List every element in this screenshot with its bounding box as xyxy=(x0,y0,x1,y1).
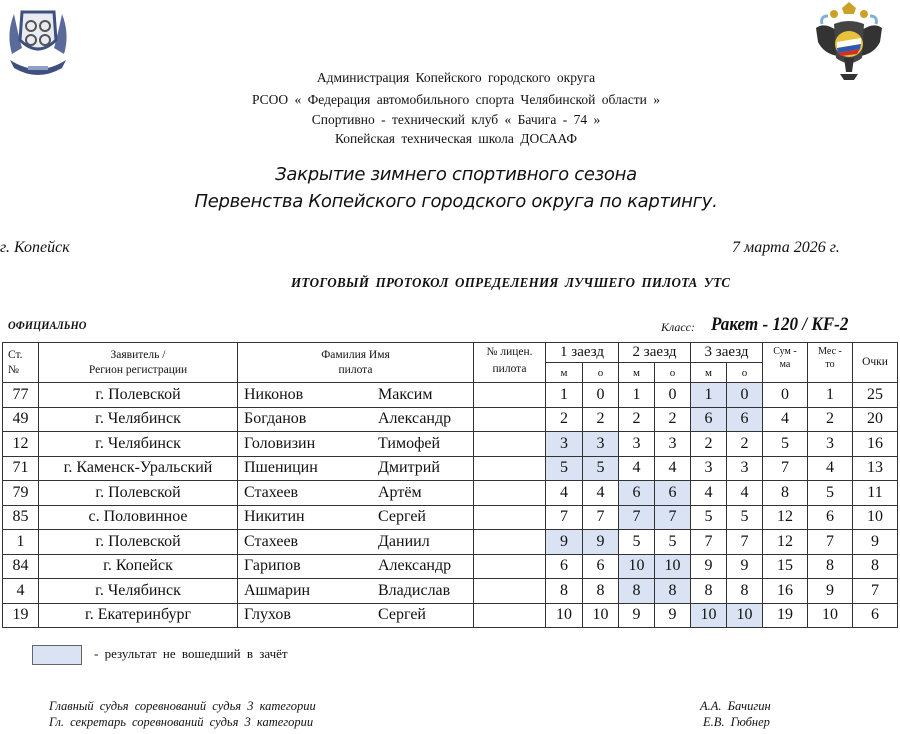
cell-license xyxy=(474,603,546,628)
header-heat3-o: о xyxy=(727,363,763,383)
header-heat-1: 1 заезд xyxy=(546,343,619,363)
cell-sum: 16 xyxy=(763,579,808,604)
cell-heat2-m: 10 xyxy=(619,554,655,579)
pilot-first-name: Максим xyxy=(378,385,433,403)
cell-heat3-m: 9 xyxy=(691,554,727,579)
cell-pilot-name xyxy=(238,603,474,628)
cell-heat2-m: 3 xyxy=(619,432,655,457)
table-row xyxy=(3,383,898,408)
cell-start-no: 79 xyxy=(3,481,39,506)
official-status: ОФИЦИАЛЬНО xyxy=(8,320,87,332)
header-place-line1: Мес - xyxy=(818,346,842,357)
header-points: Очки xyxy=(853,343,898,383)
cell-points: 20 xyxy=(853,407,898,432)
cell-region: г. Полевской xyxy=(39,383,238,408)
cell-heat2-o: 0 xyxy=(655,383,691,408)
org-line-federation: РСОО « Федерация автомобильного спорта Челябинской области » xyxy=(251,92,661,107)
cell-place: 2 xyxy=(808,407,853,432)
cell-sum: 19 xyxy=(763,603,808,628)
cell-heat2-o: 9 xyxy=(655,603,691,628)
cell-heat2-m: 7 xyxy=(619,505,655,530)
pilot-first-name: Даниил xyxy=(378,532,430,550)
cell-sum: 8 xyxy=(763,481,808,506)
signature-name-chief-judge: А.А. Бачигин xyxy=(700,699,771,713)
pilot-last-name: Гарипов xyxy=(244,557,301,575)
cell-region: г. Полевской xyxy=(39,530,238,555)
header-license-line1: № лицен. xyxy=(486,346,533,358)
cell-place: 8 xyxy=(808,554,853,579)
cell-heat1-o: 7 xyxy=(583,505,619,530)
header-place-line2: то xyxy=(825,359,835,370)
header-heat2-m: м xyxy=(619,363,655,383)
class-label: Класс: xyxy=(661,320,695,334)
pilot-last-name: Богданов xyxy=(244,410,307,428)
cell-license xyxy=(474,481,546,506)
cell-start-no: 71 xyxy=(3,456,39,481)
cell-heat2-m: 9 xyxy=(619,603,655,628)
pilot-first-name: Александр xyxy=(378,557,452,575)
cell-heat3-m: 8 xyxy=(691,579,727,604)
cell-start-no: 85 xyxy=(3,505,39,530)
cell-heat2-m: 1 xyxy=(619,383,655,408)
pilot-first-name: Сергей xyxy=(378,606,426,624)
cell-pilot-name xyxy=(238,481,474,506)
results-table xyxy=(2,342,898,628)
cell-heat1-o: 0 xyxy=(583,383,619,408)
cell-pilot-name xyxy=(238,456,474,481)
pilot-first-name: Тимофей xyxy=(378,434,441,452)
cell-heat2-o: 10 xyxy=(655,554,691,579)
cell-heat1-m: 8 xyxy=(546,579,583,604)
event-date: 7 марта 2026 г. xyxy=(732,239,840,256)
cell-region: г. Полевской xyxy=(39,481,238,506)
cell-heat3-o: 8 xyxy=(727,579,763,604)
org-line-club: Спортивно - технический клуб « Бачига - 74 » xyxy=(311,112,601,127)
cell-pilot-name xyxy=(238,554,474,579)
cell-heat3-m: 2 xyxy=(691,432,727,457)
header-heat2-o: о xyxy=(655,363,691,383)
header-heat-2: 2 заезд xyxy=(619,343,691,363)
cell-region: с. Половинное xyxy=(39,505,238,530)
table-row xyxy=(3,554,898,579)
cell-heat3-m: 10 xyxy=(691,603,727,628)
cell-heat1-o: 6 xyxy=(583,554,619,579)
cell-heat3-o: 2 xyxy=(727,432,763,457)
cell-start-no: 12 xyxy=(3,432,39,457)
cell-heat3-o: 3 xyxy=(727,456,763,481)
header-sum-line2: ма xyxy=(779,359,791,370)
cell-sum: 12 xyxy=(763,505,808,530)
cell-heat2-o: 6 xyxy=(655,481,691,506)
cell-pilot-name xyxy=(238,505,474,530)
cell-heat1-m: 5 xyxy=(546,456,583,481)
table-row xyxy=(3,432,898,457)
cell-points: 9 xyxy=(853,530,898,555)
cell-region: г. Челябинск xyxy=(39,579,238,604)
header-place xyxy=(808,343,853,383)
table-row xyxy=(3,407,898,432)
pilot-first-name: Александр xyxy=(378,410,452,428)
cell-place: 1 xyxy=(808,383,853,408)
cell-start-no: 77 xyxy=(3,383,39,408)
table-row xyxy=(3,579,898,604)
cell-heat2-m: 4 xyxy=(619,456,655,481)
cell-heat1-m: 2 xyxy=(546,407,583,432)
cell-region: г. Копейск xyxy=(39,554,238,579)
cell-points: 16 xyxy=(853,432,898,457)
cell-license xyxy=(474,383,546,408)
header-heat-3: 3 заезд xyxy=(691,343,763,363)
cell-pilot-name xyxy=(238,383,474,408)
cell-heat3-o: 7 xyxy=(727,530,763,555)
event-title-line-2: Первенства Копейского городского округа по картингу. xyxy=(194,191,718,212)
cell-place: 6 xyxy=(808,505,853,530)
cell-heat2-m: 2 xyxy=(619,407,655,432)
cell-points: 8 xyxy=(853,554,898,579)
signature-name-secretary: Е.В. Гюбнер xyxy=(703,715,770,729)
cell-region: г. Екатеринбург xyxy=(39,603,238,628)
cell-pilot-name xyxy=(238,530,474,555)
table-row xyxy=(3,481,898,506)
cell-points: 7 xyxy=(853,579,898,604)
pilot-last-name: Головизин xyxy=(244,434,316,452)
cell-heat1-o: 10 xyxy=(583,603,619,628)
header-heat3-m: м xyxy=(691,363,727,383)
cell-license xyxy=(474,579,546,604)
pilot-last-name: Пшеницин xyxy=(244,459,318,477)
cell-license xyxy=(474,432,546,457)
header-entrant xyxy=(39,343,238,383)
table-row xyxy=(3,456,898,481)
header-entrant-line1: Заявитель / xyxy=(110,348,166,361)
pilot-last-name: Никонов xyxy=(244,385,304,403)
cell-heat1-o: 2 xyxy=(583,407,619,432)
signature-role-secretary: Гл. секретарь соревнований судья 3 категории xyxy=(49,715,314,729)
cell-heat3-o: 6 xyxy=(727,407,763,432)
table-row xyxy=(3,505,898,530)
cell-heat3-m: 5 xyxy=(691,505,727,530)
header-heat1-o: о xyxy=(583,363,619,383)
cell-pilot-name xyxy=(238,432,474,457)
cell-start-no: 1 xyxy=(3,530,39,555)
cell-sum: 15 xyxy=(763,554,808,579)
cell-heat2-o: 7 xyxy=(655,505,691,530)
cell-pilot-name xyxy=(238,579,474,604)
cell-points: 10 xyxy=(853,505,898,530)
pilot-first-name: Сергей xyxy=(378,508,426,526)
cell-sum: 4 xyxy=(763,407,808,432)
cell-heat1-m: 1 xyxy=(546,383,583,408)
cell-points: 13 xyxy=(853,456,898,481)
header-sum xyxy=(763,343,808,383)
cell-heat1-m: 3 xyxy=(546,432,583,457)
header-sum-line1: Сум - xyxy=(773,346,797,357)
header-license xyxy=(474,343,546,383)
header-start-no-line1: Ст. xyxy=(8,348,23,361)
cell-heat1-m: 10 xyxy=(546,603,583,628)
org-line-administration: Администрация Копейского городского округа xyxy=(316,70,596,85)
pilot-first-name: Артём xyxy=(378,483,422,501)
cell-heat1-m: 6 xyxy=(546,554,583,579)
header-license-line2: пилота xyxy=(492,363,527,375)
cell-sum: 0 xyxy=(763,383,808,408)
cell-start-no: 49 xyxy=(3,407,39,432)
cell-heat1-o: 5 xyxy=(583,456,619,481)
cell-sum: 7 xyxy=(763,456,808,481)
event-title-line-1: Закрытие зимнего спортивного сезона xyxy=(275,164,637,185)
header-pilot-line2: пилота xyxy=(338,363,373,376)
header-pilot-line1: Фамилия Имя xyxy=(321,348,390,361)
cell-heat1-o: 8 xyxy=(583,579,619,604)
legend-excluded-text: - результат не вошедший в зачёт xyxy=(94,646,288,661)
pilot-last-name: Ашмарин xyxy=(244,581,311,599)
cell-heat3-o: 5 xyxy=(727,505,763,530)
dosaaf-emblem-icon xyxy=(4,4,72,76)
cell-region: г. Каменск-Уральский xyxy=(39,456,238,481)
cell-heat3-m: 4 xyxy=(691,481,727,506)
cell-heat1-m: 4 xyxy=(546,481,583,506)
cell-heat3-o: 0 xyxy=(727,383,763,408)
cell-heat3-o: 9 xyxy=(727,554,763,579)
header-entrant-line2: Регион регистрации xyxy=(88,363,188,376)
cell-license xyxy=(474,530,546,555)
cell-place: 9 xyxy=(808,579,853,604)
cell-heat3-m: 6 xyxy=(691,407,727,432)
cell-heat3-o: 4 xyxy=(727,481,763,506)
cell-heat2-m: 5 xyxy=(619,530,655,555)
pilot-last-name: Стахеев xyxy=(244,483,299,501)
cell-heat1-o: 9 xyxy=(583,530,619,555)
cell-points: 11 xyxy=(853,481,898,506)
signature-role-chief-judge: Главный судья соревнований судья 3 категории xyxy=(49,699,316,713)
cell-heat1-m: 9 xyxy=(546,530,583,555)
cell-heat2-m: 8 xyxy=(619,579,655,604)
cell-heat2-m: 6 xyxy=(619,481,655,506)
cell-pilot-name xyxy=(238,407,474,432)
header-heat1-m: м xyxy=(546,363,583,383)
cell-heat2-o: 4 xyxy=(655,456,691,481)
class-value: Ракет - 120 / KF-2 xyxy=(711,314,849,335)
event-city: г. Копейск xyxy=(0,239,70,256)
cell-license xyxy=(474,456,546,481)
org-line-school: Копейская техническая школа ДОСААФ xyxy=(334,131,578,146)
cell-start-no: 19 xyxy=(3,603,39,628)
cell-place: 5 xyxy=(808,481,853,506)
cell-sum: 12 xyxy=(763,530,808,555)
cell-heat1-o: 4 xyxy=(583,481,619,506)
protocol-title: ИТОГОВЫЙ ПРОТОКОЛ ОПРЕДЕЛЕНИЯ ЛУЧШЕГО ПИЛОТА УТС xyxy=(291,276,731,291)
cell-heat3-m: 1 xyxy=(691,383,727,408)
table-header-row-1 xyxy=(3,343,898,363)
cell-heat2-o: 8 xyxy=(655,579,691,604)
cell-sum: 5 xyxy=(763,432,808,457)
pilot-first-name: Дмитрий xyxy=(378,459,440,477)
cell-heat2-o: 3 xyxy=(655,432,691,457)
cell-region: г. Челябинск xyxy=(39,407,238,432)
legend-excluded-swatch xyxy=(32,645,82,665)
cell-license xyxy=(474,505,546,530)
pilot-last-name: Глухов xyxy=(244,606,291,624)
pilot-last-name: Стахеев xyxy=(244,532,299,550)
cell-license xyxy=(474,554,546,579)
cell-heat1-o: 3 xyxy=(583,432,619,457)
cell-heat1-m: 7 xyxy=(546,505,583,530)
cell-start-no: 4 xyxy=(3,579,39,604)
cell-heat3-m: 3 xyxy=(691,456,727,481)
cell-start-no: 84 xyxy=(3,554,39,579)
cell-place: 10 xyxy=(808,603,853,628)
cell-place: 4 xyxy=(808,456,853,481)
cell-license xyxy=(474,407,546,432)
header-start-no-line2: № xyxy=(8,363,19,376)
cell-place: 7 xyxy=(808,530,853,555)
table-row xyxy=(3,530,898,555)
cell-heat3-o: 10 xyxy=(727,603,763,628)
cell-heat2-o: 5 xyxy=(655,530,691,555)
table-row xyxy=(3,603,898,628)
header-start-no xyxy=(3,343,39,383)
cell-region: г. Челябинск xyxy=(39,432,238,457)
cell-points: 25 xyxy=(853,383,898,408)
cell-heat2-o: 2 xyxy=(655,407,691,432)
header-pilot xyxy=(238,343,474,383)
pilot-first-name: Владислав xyxy=(378,581,451,599)
cell-place: 3 xyxy=(808,432,853,457)
cell-points: 6 xyxy=(853,603,898,628)
cell-heat3-m: 7 xyxy=(691,530,727,555)
pilot-last-name: Никитин xyxy=(244,508,305,526)
